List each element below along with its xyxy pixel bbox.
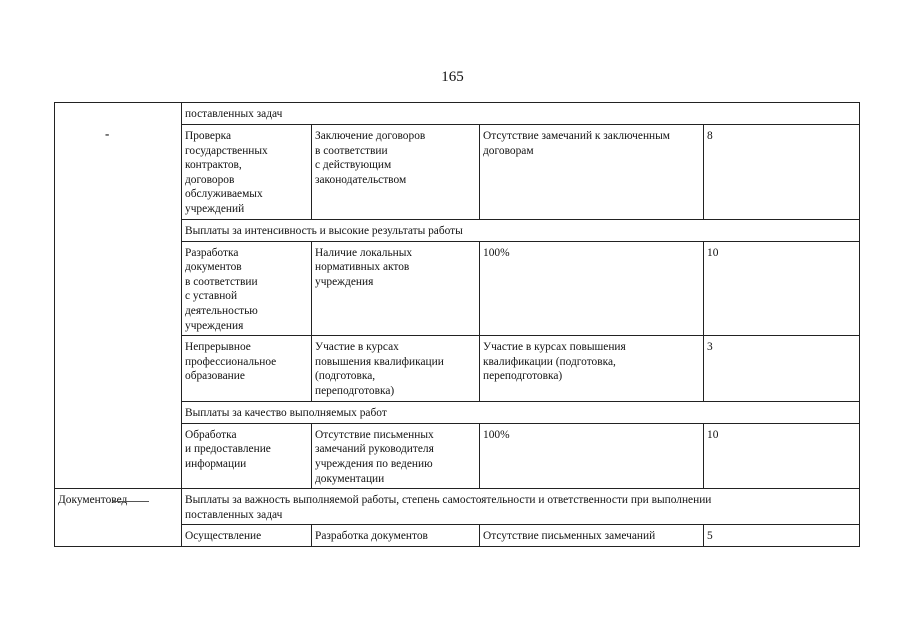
criterion-points: 8 [704, 125, 860, 220]
section-header: Выплаты за качество выполняемых работ [182, 402, 860, 424]
criterion-indicator: 100% [480, 241, 704, 336]
role-cell-empty [55, 103, 182, 489]
section-header: поставленных задач [182, 103, 860, 125]
criterion-name: Обработка и предоставление информации [182, 423, 312, 488]
dash-marker: - [105, 126, 110, 141]
criterion-points: 10 [704, 241, 860, 336]
criterion-name: Разработка документов в соответствии с уставной деятельностью учреждения [182, 241, 312, 336]
criterion-points: 10 [704, 423, 860, 488]
criterion-points: 3 [704, 336, 860, 402]
table-row [55, 489, 860, 525]
criterion-condition: Наличие локальных нормативных актов учреждения [312, 241, 480, 336]
page-number: 165 [441, 69, 464, 85]
criterion-indicator: Отсутствие письменных замечаний [480, 525, 704, 547]
criterion-name: Проверка государственных контрактов, договоров обслуживаемых учреждений [182, 125, 312, 220]
role-cell [55, 489, 182, 547]
role-name: Документовед [58, 494, 128, 507]
criterion-points: 5 [704, 525, 860, 547]
criterion-indicator: Участие в курсах повышения квалификации (подготовка, переподготовка) [480, 336, 704, 402]
table-row [55, 103, 860, 125]
criterion-condition: Отсутствие письменных замечаний руководителя учреждения по ведению документации [312, 423, 480, 488]
criterion-name: Непрерывное профессиональное образование [182, 336, 312, 402]
criterion-name: Осуществление [182, 525, 312, 547]
criterion-indicator: 100% [480, 423, 704, 488]
criterion-indicator: Отсутствие замечаний к заключенным договорам [480, 125, 704, 220]
section-header: Выплаты за важность выполняемой работы, степень самостоятельности и ответственности при выполнении поставленных задач [182, 489, 860, 525]
criteria-table [54, 102, 860, 547]
criterion-condition: Разработка документов [312, 525, 480, 547]
criterion-condition: Заключение договоров в соответствии с действующим законодательством [312, 125, 480, 220]
criterion-condition: Участие в курсах повышения квалификации (подготовка, переподготовка) [312, 336, 480, 402]
section-header: Выплаты за интенсивность и высокие результаты работы [182, 220, 860, 242]
